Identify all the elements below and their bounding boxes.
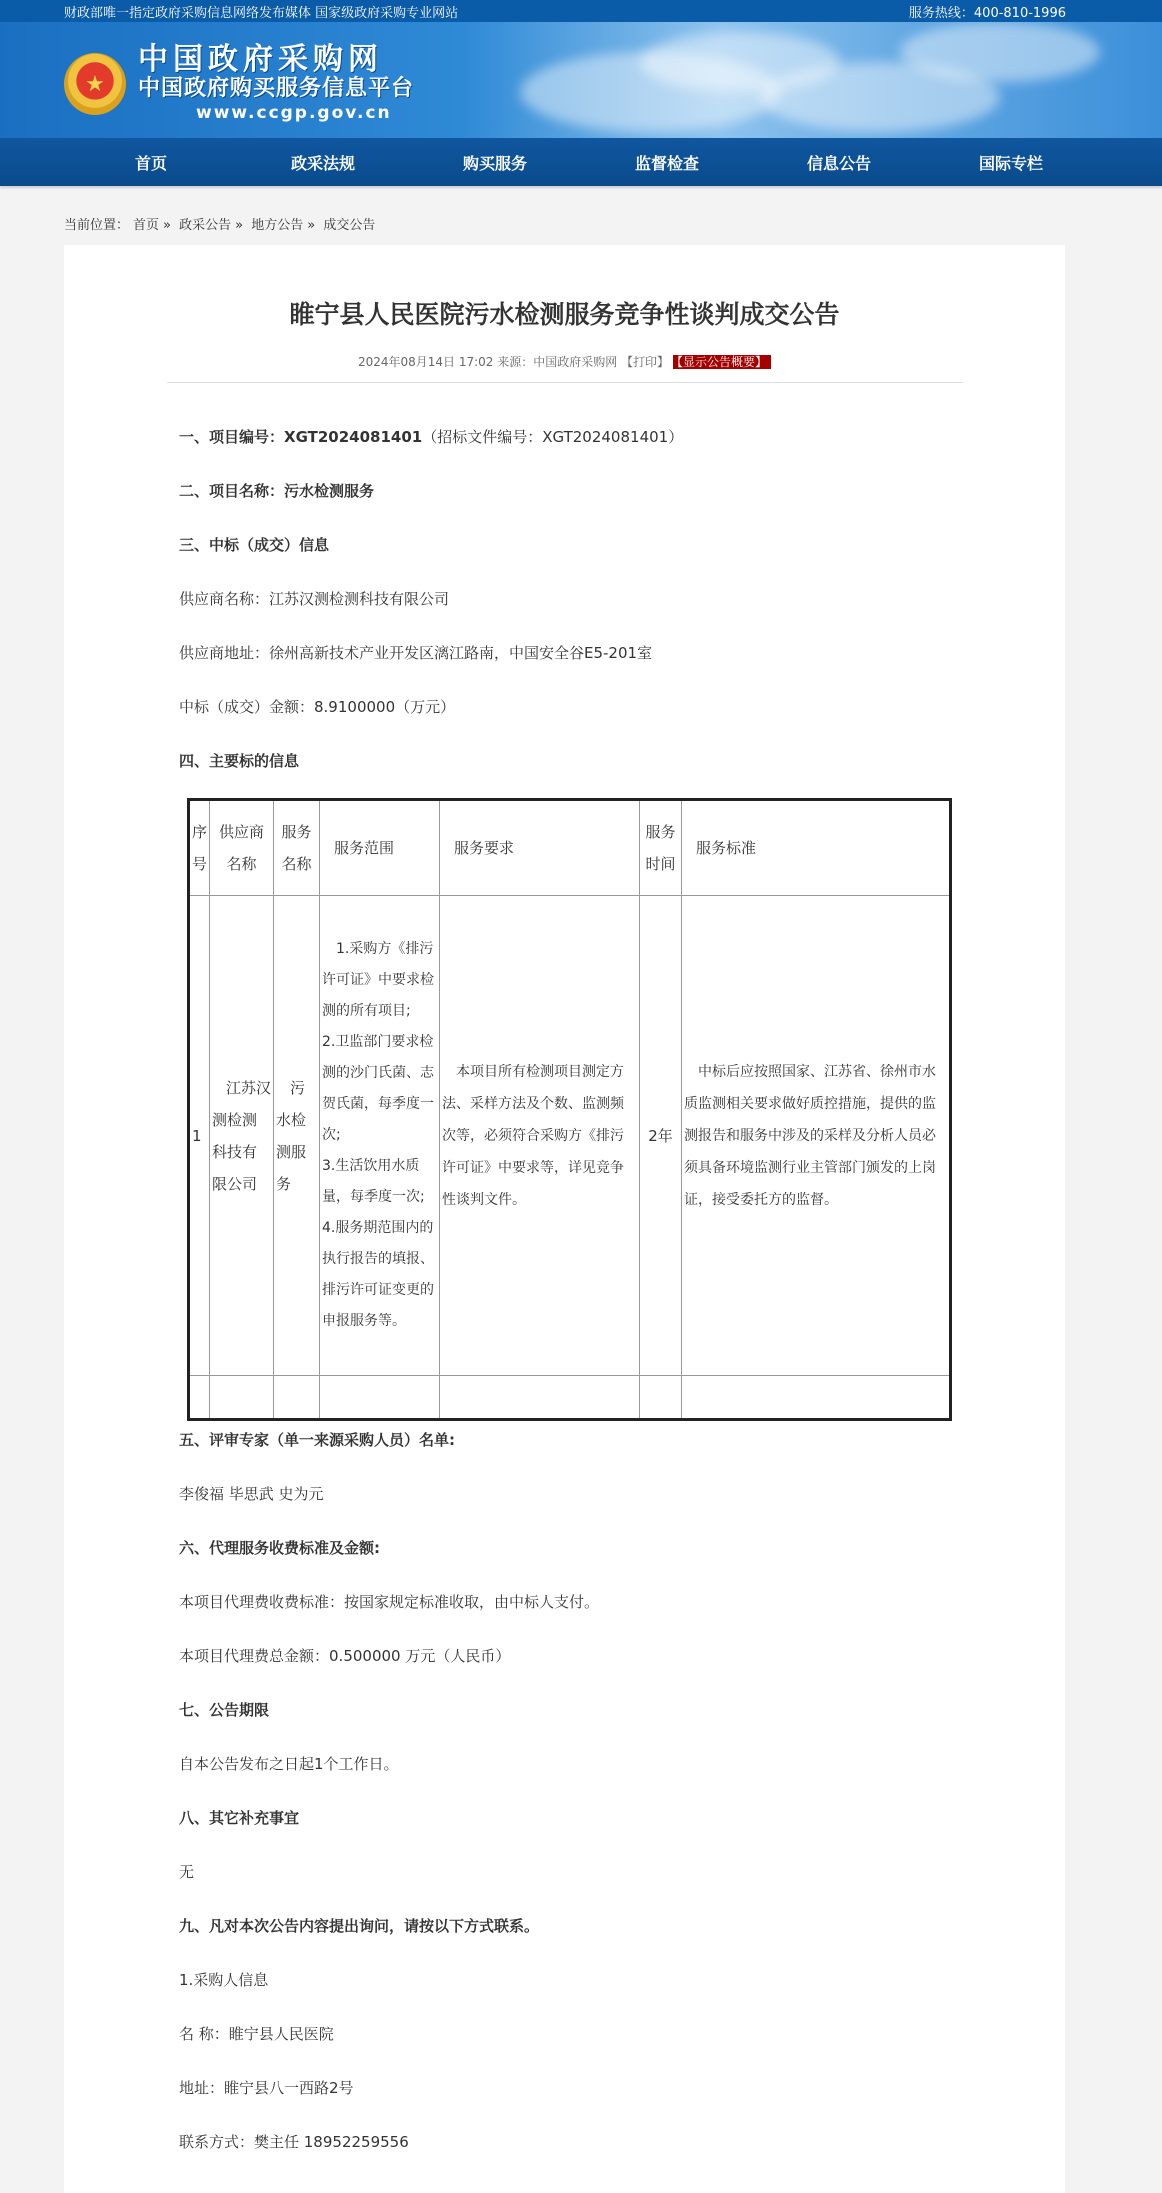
section-project-number (179, 425, 999, 479)
fee-total: 本项目代理费总金额：0.500000 万元（人民币） (179, 1647, 511, 1665)
section-main-items: 四、主要标的信息 (179, 752, 300, 770)
scope-item: 3.生活饮用水质量，每季度一次; (322, 1158, 425, 1205)
article-body (179, 425, 999, 803)
show-summary-button[interactable]: 【显示公告概要】 (673, 355, 771, 369)
article-meta (64, 353, 1065, 370)
table-empty-row (189, 1376, 951, 1420)
service-hotline: 服务热线：400-810-1996 (908, 5, 1066, 21)
article-card (64, 245, 1065, 2193)
cell-time: 2年 (640, 896, 682, 1376)
table-row (189, 896, 951, 1376)
top-bar (0, 0, 1162, 22)
project-number-label: 一、项目编号： (179, 428, 285, 446)
fee-standard: 本项目代理费收费标准：按国家规定标准收取，由中标人支付。 (179, 1593, 600, 1611)
breadcrumb-home[interactable]: 首页 (133, 218, 160, 233)
cell-scope (320, 896, 440, 1376)
breadcrumb-prefix: 当前位置： (64, 218, 130, 233)
breadcrumb-local[interactable]: 地方公告 (251, 218, 304, 233)
table-header-row (189, 800, 951, 896)
nav-home[interactable]: 首页 (134, 153, 167, 173)
header-no: 序号 (189, 800, 210, 896)
section-other: 八、其它补充事宜 (179, 1809, 300, 1827)
award-amount: 中标（成交）金额：8.9100000（万元） (179, 698, 456, 716)
breadcrumb-sep: » (235, 218, 244, 233)
site-logo[interactable] (64, 44, 414, 124)
bid-doc-number: （招标文件编号：XGT2024081401） (422, 428, 684, 446)
experts-list: 李俊福 毕思武 史为元 (179, 1485, 324, 1503)
project-number-value: XGT2024081401 (284, 428, 423, 446)
breadcrumb-sep: » (163, 218, 171, 233)
article-meta-text: 2024年08月14日 17:02 来源：中国政府采购网 【打印】 (357, 355, 670, 369)
nav-international[interactable]: 国际专栏 (978, 153, 1043, 173)
nav-regulations[interactable]: 政采法规 (290, 153, 355, 173)
header-scope: 服务范围 (320, 800, 440, 896)
breadcrumb (0, 186, 1162, 252)
breadcrumb-notices[interactable]: 政采公告 (179, 218, 232, 233)
section-experts: 五、评审专家（单一来源采购人员）名单: (179, 1431, 456, 1449)
period-text: 自本公告发布之日起1个工作日。 (179, 1755, 399, 1773)
nav-announcements[interactable]: 信息公告 (806, 153, 871, 173)
divider (167, 382, 963, 383)
national-emblem-icon: ★ (64, 53, 126, 115)
section-project-name: 二、项目名称：污水检测服务 (179, 482, 375, 500)
page-title: 睢宁县人民医院污水检测服务竞争性谈判成交公告 (289, 300, 840, 329)
cell-no: 1 (189, 896, 210, 1376)
header-requirement: 服务要求 (440, 800, 640, 896)
article-body-continued (179, 1428, 999, 2184)
site-banner (0, 22, 1162, 138)
logo-subtitle: 中国政府购买服务信息平台 (138, 76, 415, 101)
supplier-address: 供应商地址：徐州高新技术产业开发区漓江路南，中国安全谷E5-201室 (179, 644, 653, 662)
main-nav (0, 138, 1162, 186)
cell-supplier: 江苏汉测检测科技有限公司 (210, 896, 274, 1376)
header-time: 服务时间 (640, 800, 682, 896)
breadcrumb-current[interactable]: 成交公告 (323, 218, 376, 233)
scope-item: 2.卫监部门要求检测的沙门氏菌、志贺氏菌，每季度一次; (322, 1034, 435, 1143)
scope-item: 4.服务期范围内的执行报告的填报、排污许可证变更的申报服务等。 (322, 1220, 435, 1329)
cell-requirement: 本项目所有检测项目测定方法、采样方法及个数、监测频次等，必须符合采购方《排污许可证》中要求等，详见竞争性谈判文件。 (440, 896, 640, 1376)
scope-item: 1.采购方《排污许可证》中要求检测的所有项目; (322, 941, 435, 1019)
nav-purchase-services[interactable]: 购买服务 (462, 153, 527, 173)
buyer-contact: 联系方式：樊主任 18952259556 (179, 2133, 409, 2151)
other-text: 无 (179, 1863, 195, 1881)
header-supplier: 供应商名称 (210, 800, 274, 896)
buyer-address: 地址：睢宁县八一西路2号 (179, 2079, 354, 2097)
section-award-info: 三、中标（成交）信息 (179, 536, 330, 554)
header-service-name: 服务名称 (274, 800, 320, 896)
buyer-name: 名 称：睢宁县人民医院 (179, 2025, 334, 2043)
section-contact: 九、凡对本次公告内容提出询问，请按以下方式联系。 (179, 1917, 540, 1935)
section-agency-fee: 六、代理服务收费标准及金额: (179, 1539, 380, 1557)
cell-service: 污水检测服务 (274, 896, 320, 1376)
section-period: 七、公告期限 (179, 1701, 270, 1719)
service-table (187, 798, 952, 1421)
top-bar-slogan: 财政部唯一指定政府采购信息网络发布媒体 国家级政府采购专业网站 (64, 5, 459, 21)
nav-supervision[interactable]: 监督检查 (634, 153, 699, 173)
supplier-name: 供应商名称：江苏汉测检测科技有限公司 (179, 590, 450, 608)
logo-title: 中国政府采购网 (138, 42, 383, 77)
cell-standard: 中标后应按照国家、江苏省、徐州市水质监测相关要求做好质控措施，提供的监测报告和服务中涉及的采样及分析人员必须具备环境监测行业主管部门颁发的上岗证，接受委托方的监督。 (682, 896, 951, 1376)
header-standard: 服务标准 (682, 800, 951, 896)
breadcrumb-sep: » (307, 218, 316, 233)
buyer-heading: 1.采购人信息 (179, 1971, 269, 1989)
logo-url: www.ccgp.gov.cn (196, 103, 392, 123)
